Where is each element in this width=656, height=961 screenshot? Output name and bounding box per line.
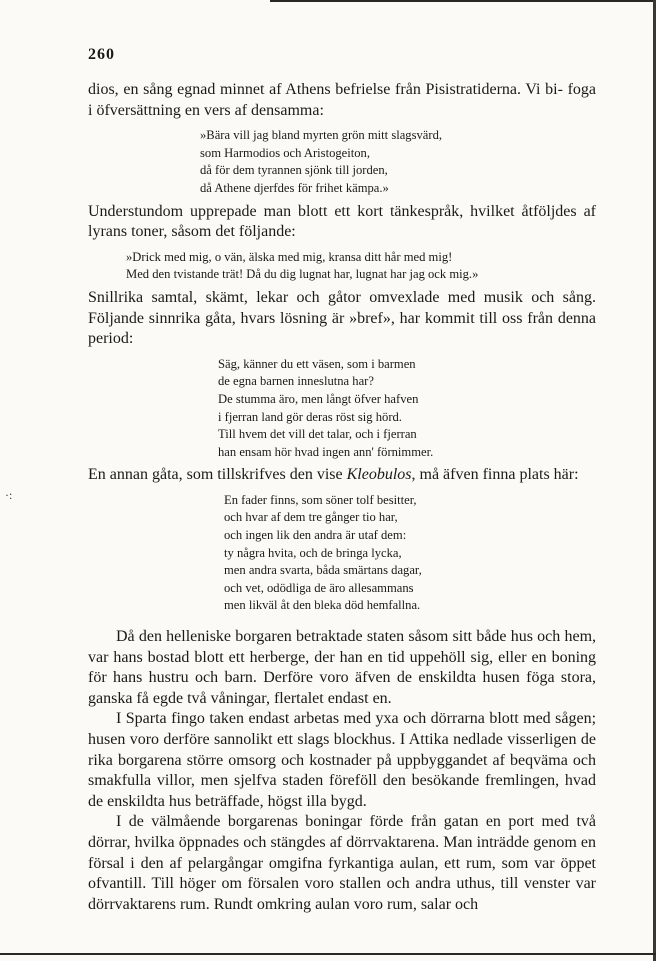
section-gap [88, 619, 596, 627]
text-line: föga stora, ganska få egde två våningar, flertalet endast en. [88, 669, 597, 707]
verse-line: då för dem tyrannen sjönk till jorden, [200, 163, 388, 178]
page-number: 260 [88, 46, 115, 63]
text-line: I de välmående borgarenas boningar förde från gatan en port med två [116, 813, 596, 831]
text-line: Understundom upprepade man blott ett kort tänkespråk, hvilket åtföljdes af [88, 202, 596, 220]
verse-harmodios [88, 127, 596, 197]
text-line: hem, var hans bostad blott ett herberge, der han en tid uppehöll sig, eller [88, 628, 597, 666]
paragraph-7 [88, 812, 596, 915]
paragraph-6 [88, 709, 596, 812]
bottom-border-rule [0, 953, 656, 955]
text-line: Följande sinnrika gåta, hvars lösning är »bref», har kommit till oss från [88, 309, 554, 327]
text-line: foga i öfversättning en vers af densamma: [88, 81, 597, 119]
name-kleobulos: Kleobulos [346, 466, 412, 484]
text-line: af beqväma och smakfulla villor, men sjelfva staden föreföll den besökande [88, 751, 597, 790]
verse-line: »Drick med mig, o vän, älska med mig, kransa ditt hår med mig! [126, 249, 453, 264]
paragraph-1 [88, 80, 596, 121]
verse-line: Till hvem det vill det talar, och i fjerran [218, 427, 417, 442]
verse-line: men andra svarta, båda smärtans dagar, [224, 563, 422, 578]
verse-line: En fader finns, som söner tolf besitter, [224, 492, 417, 507]
text-run: , må äfven finna plats här: [411, 466, 579, 484]
text-line: Snillrika samtal, skämt, lekar och gåtor omvexlade med musik och sång. [88, 288, 596, 306]
verse-line: men likväl åt den bleka död hemfallna. [224, 598, 421, 613]
verse-line: ty några hvita, och de bringa lycka, [224, 545, 402, 560]
verse-riddle-year [88, 492, 596, 615]
verse-line: Säg, känner du ett väsen, som i barmen [218, 356, 416, 371]
page-body [88, 80, 596, 915]
text-line: Då den helleniske borgaren betraktade staten såsom sitt både hus och [116, 628, 561, 646]
text-line: venster var dörrvaktarens rum. Rundt omkring aulan voro rum, salar och [88, 875, 597, 913]
text-line: fremlingen, hvad de enskildta hus beträffade, högst illa bygd. [88, 772, 597, 810]
verse-drinking-song [88, 249, 596, 284]
verse-riddle-letter [88, 356, 596, 462]
text-line: en försal i den af pelargångar omgifna fyrkantiga aulan, ett rum, som var [88, 833, 596, 872]
text-line: I Sparta fingo taken endast arbetas med yxa och dörrarna blott med [116, 710, 551, 728]
verse-line: och vet, odödliga de äro allesammans [224, 580, 414, 595]
text-line: lyrans toner, såsom det följande: [88, 223, 296, 241]
text-line: dios, en sång egnad minnet af Athens befrielse från Pisistratiderna. Vi bi- [88, 81, 563, 98]
verse-line: som Harmodios och Aristogeiton, [200, 145, 371, 160]
verse-line: då Athene djerfdes för frihet kämpa.» [200, 180, 389, 195]
text-line: öppet ofvantill. Till höger om försalen voro stallen och andra uthus, till [88, 854, 596, 893]
text-line: en boning för hans hustru och barn. Derföre voro äfven de enskildta husen [88, 648, 597, 687]
verse-line: han ensam hör hvad ingen ann' förnimmer. [218, 444, 434, 459]
text-run: En annan gåta, som tillskrifves den vise [88, 466, 347, 484]
verse-line: de egna barnen inneslutna har? [218, 374, 374, 389]
text-line: denna period: [88, 309, 597, 348]
verse-line: De stumma äro, men långt öfver hafven [218, 391, 419, 406]
paragraph-5 [88, 627, 596, 709]
verse-line: och ingen lik den andra är utaf dem: [224, 528, 407, 543]
text-line: visserligen de rika borgarena större omsorg och kostnader på uppbyggandet [88, 731, 596, 769]
verse-line: »Bära vill jag bland myrten grön mitt slagsvärd, [200, 128, 443, 143]
verse-line: och hvar af dem tre gånger tio har, [224, 510, 398, 525]
top-border-rule [270, 0, 656, 2]
paragraph-2 [88, 202, 596, 243]
text-line: dörrar, hvilka öppnades och stängdes af dörrvaktarena. Man inträdde genom [88, 833, 577, 851]
paragraph-4 [88, 465, 596, 486]
verse-line: Med den tvistande trät! Då du dig lugnat har, lugnat har jag ock mig.» [126, 267, 479, 282]
text-line: sågen; husen voro derföre sannolikt ett slags blockhus. I Attika nedlade [88, 710, 597, 748]
margin-mark: ·: [5, 488, 13, 502]
paragraph-3 [88, 288, 596, 350]
verse-line: i fjerran land gör deras röst sig hörd. [218, 409, 402, 424]
